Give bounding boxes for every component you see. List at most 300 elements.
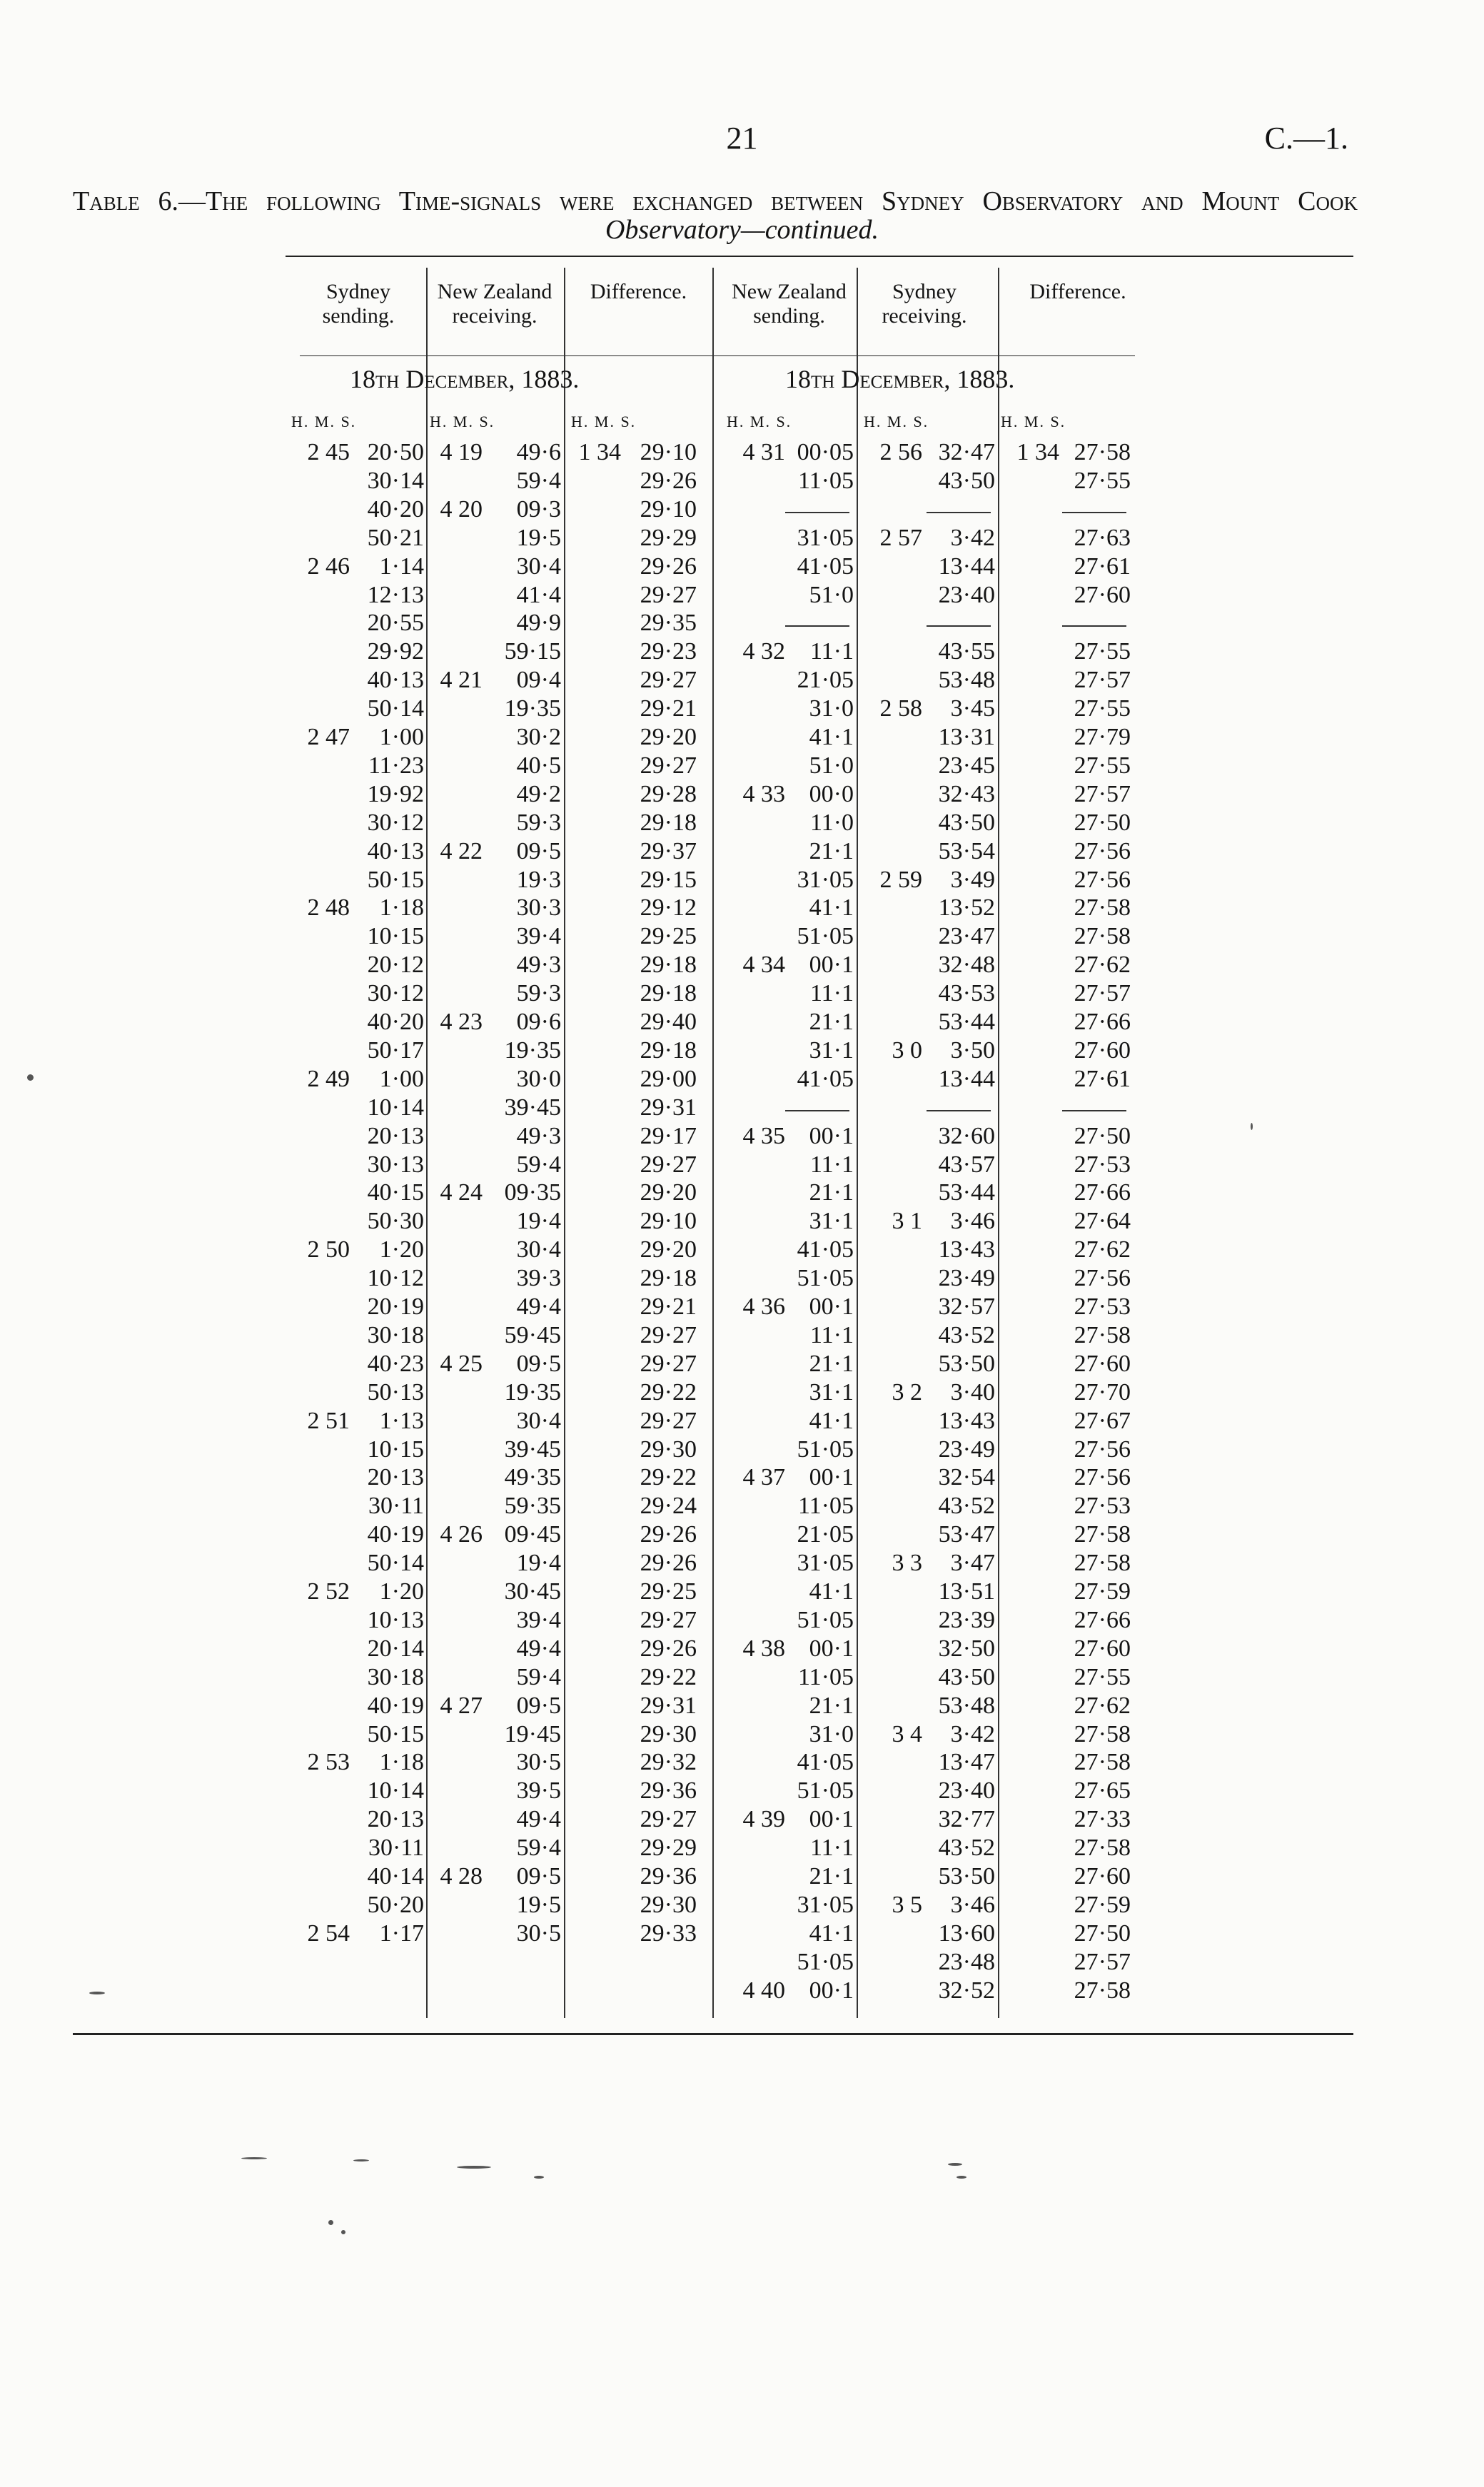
seconds-cell: 00·1	[809, 1293, 854, 1320]
seconds-cell: 30·5	[516, 1920, 561, 1947]
column-header: Difference.	[590, 280, 687, 303]
seconds-cell: 43·52	[938, 1493, 995, 1520]
seconds-cell: 59·4	[516, 1663, 561, 1690]
hour-minute-cell: 2 45	[307, 439, 350, 465]
column-header: Sydney sending.	[322, 280, 395, 328]
seconds-cell: 29·21	[640, 1293, 697, 1320]
seconds-cell: 20·12	[367, 952, 424, 979]
print-speck	[457, 2166, 491, 2169]
seconds-cell: 21·1	[809, 1009, 854, 1035]
hour-minute-cell: 4 40	[742, 1977, 785, 2004]
hour-minute-cell: 4 37	[742, 1464, 785, 1491]
seconds-cell: 29·37	[640, 837, 697, 864]
seconds-cell: 53·54	[938, 837, 995, 864]
hour-minute-cell: 3 4	[892, 1720, 922, 1747]
seconds-cell: 29·20	[640, 1179, 697, 1206]
hour-minute-cell: 2 52	[307, 1578, 350, 1605]
unit-label: H. M. S.	[727, 413, 792, 430]
row-gap-rule	[785, 1110, 849, 1111]
seconds-cell: 41·4	[516, 581, 561, 608]
seconds-cell: 40·14	[367, 1863, 424, 1890]
seconds-cell: 27·70	[1074, 1378, 1131, 1406]
seconds-cell: 30·2	[516, 724, 561, 750]
hour-minute-cell: 4 21	[440, 667, 483, 694]
seconds-cell: 27·67	[1074, 1407, 1131, 1434]
seconds-cell: 13·51	[938, 1578, 995, 1605]
seconds-cell: 00·1	[809, 1806, 854, 1833]
hour-minute-cell: 2 48	[307, 894, 350, 922]
seconds-cell: 27·58	[1074, 894, 1131, 922]
unit-label: H. M. S.	[430, 413, 495, 430]
seconds-cell: 1·13	[379, 1407, 424, 1434]
seconds-cell: 27·62	[1074, 1692, 1131, 1719]
seconds-cell: 13·47	[938, 1749, 995, 1776]
seconds-cell: 27·58	[1074, 1835, 1131, 1862]
seconds-cell: 13·60	[938, 1920, 995, 1947]
seconds-cell: 00·05	[797, 439, 854, 465]
section-date: 18th December, 1883.	[785, 365, 1015, 393]
seconds-cell: 41·05	[797, 1749, 854, 1776]
seconds-cell: 00·1	[809, 1122, 854, 1149]
row-gap-rule	[1062, 625, 1126, 627]
seconds-cell: 19·35	[504, 1036, 561, 1064]
seconds-cell: 29·00	[640, 1065, 697, 1092]
hour-minute-cell: 4 39	[742, 1806, 785, 1833]
seconds-cell: 27·56	[1074, 866, 1131, 893]
seconds-cell: 59·15	[504, 638, 561, 665]
seconds-cell: 27·58	[1074, 439, 1131, 465]
seconds-cell: 29·24	[640, 1493, 697, 1520]
seconds-cell: 3·45	[950, 695, 995, 722]
seconds-cell: 19·92	[367, 780, 424, 807]
seconds-cell: 27·63	[1074, 524, 1131, 551]
seconds-cell: 21·1	[809, 1692, 854, 1719]
seconds-cell: 29·27	[640, 1350, 697, 1377]
hour-minute-cell: 4 26	[440, 1521, 483, 1548]
seconds-cell: 43·57	[938, 1151, 995, 1178]
seconds-cell: 40·13	[367, 837, 424, 864]
seconds-cell: 27·58	[1074, 1550, 1131, 1577]
seconds-cell: 50·14	[367, 1550, 424, 1577]
seconds-cell: 23·49	[938, 1436, 995, 1463]
seconds-cell: 19·4	[516, 1208, 561, 1235]
seconds-cell: 53·44	[938, 1179, 995, 1206]
seconds-cell: 41·1	[809, 1578, 854, 1605]
header-bottom-rule	[300, 355, 1135, 356]
seconds-cell: 29·17	[640, 1122, 697, 1149]
seconds-cell: 29·18	[640, 809, 697, 836]
seconds-cell: 29·10	[640, 439, 697, 465]
row-gap-rule	[785, 625, 849, 627]
seconds-cell: 27·57	[1074, 1948, 1131, 1975]
seconds-cell: 27·55	[1074, 638, 1131, 665]
seconds-cell: 29·26	[640, 1635, 697, 1662]
column-header: Sydney receiving.	[882, 280, 967, 328]
seconds-cell: 29·30	[640, 1891, 697, 1918]
seconds-cell: 29·27	[640, 752, 697, 779]
seconds-cell: 53·44	[938, 1009, 995, 1035]
seconds-cell: 27·56	[1074, 1265, 1131, 1292]
hour-minute-cell: 3 2	[892, 1378, 922, 1406]
seconds-cell: 1·18	[379, 894, 424, 922]
seconds-cell: 1·18	[379, 1749, 424, 1776]
seconds-cell: 27·50	[1074, 1122, 1131, 1149]
seconds-cell: 29·21	[640, 695, 697, 722]
seconds-cell: 59·4	[516, 1151, 561, 1178]
hour-minute-cell: 4 24	[440, 1179, 483, 1206]
hour-minute-cell: 3 5	[892, 1891, 922, 1918]
seconds-cell: 49·4	[516, 1635, 561, 1662]
unit-label: H. M. S.	[291, 413, 357, 430]
seconds-cell: 29·30	[640, 1436, 697, 1463]
seconds-cell: 40·15	[367, 1179, 424, 1206]
seconds-cell: 29·29	[640, 1835, 697, 1862]
seconds-cell: 19·4	[516, 1550, 561, 1577]
seconds-cell: 41·1	[809, 894, 854, 922]
seconds-cell: 32·50	[938, 1635, 995, 1662]
seconds-cell: 29·22	[640, 1464, 697, 1491]
seconds-cell: 27·60	[1074, 1350, 1131, 1377]
seconds-cell: 3·46	[950, 1208, 995, 1235]
seconds-cell: 20·55	[367, 610, 424, 637]
seconds-cell: 27·60	[1074, 1635, 1131, 1662]
seconds-cell: 39·5	[516, 1777, 561, 1805]
seconds-cell: 27·60	[1074, 1863, 1131, 1890]
seconds-cell: 27·55	[1074, 467, 1131, 494]
seconds-cell: 29·10	[640, 495, 697, 523]
print-speck	[1251, 1123, 1253, 1130]
hour-minute-cell: 4 22	[440, 837, 483, 864]
table-title-continued: Observatory—continued.	[605, 215, 879, 245]
seconds-cell: 51·05	[797, 1436, 854, 1463]
seconds-cell: 27·53	[1074, 1151, 1131, 1178]
seconds-cell: 32·54	[938, 1464, 995, 1491]
seconds-cell: 30·45	[504, 1578, 561, 1605]
seconds-cell: 41·05	[797, 1236, 854, 1263]
seconds-cell: 31·0	[809, 1720, 854, 1747]
seconds-cell: 27·66	[1074, 1179, 1131, 1206]
seconds-cell: 32·60	[938, 1122, 995, 1149]
seconds-cell: 31·1	[809, 1378, 854, 1406]
seconds-cell: 29·23	[640, 638, 697, 665]
hour-minute-cell: 1 34	[578, 439, 621, 465]
seconds-cell: 50·21	[367, 524, 424, 551]
seconds-cell: 19·35	[504, 695, 561, 722]
seconds-cell: 21·1	[809, 1350, 854, 1377]
seconds-cell: 27·58	[1074, 1749, 1131, 1776]
seconds-cell: 49·4	[516, 1293, 561, 1320]
seconds-cell: 43·52	[938, 1835, 995, 1862]
seconds-cell: 30·0	[516, 1065, 561, 1092]
seconds-cell: 43·50	[938, 1663, 995, 1690]
seconds-cell: 31·1	[809, 1208, 854, 1235]
seconds-cell: 23·47	[938, 923, 995, 950]
print-speck	[241, 2157, 267, 2159]
seconds-cell: 3·42	[950, 1720, 995, 1747]
seconds-cell: 39·45	[504, 1094, 561, 1121]
hour-minute-cell: 2 50	[307, 1236, 350, 1263]
seconds-cell: 29·33	[640, 1920, 697, 1947]
seconds-cell: 3·47	[950, 1550, 995, 1577]
seconds-cell: 21·1	[809, 837, 854, 864]
hour-minute-cell: 2 53	[307, 1749, 350, 1776]
seconds-cell: 43·52	[938, 1321, 995, 1348]
section-date: 18th December, 1883.	[350, 365, 580, 393]
seconds-cell: 27·58	[1074, 923, 1131, 950]
seconds-cell: 11·05	[797, 1493, 854, 1520]
print-speck	[27, 1074, 34, 1081]
seconds-cell: 31·05	[797, 1891, 854, 1918]
seconds-cell: 30·13	[367, 1151, 424, 1178]
seconds-cell: 20·13	[367, 1122, 424, 1149]
seconds-cell: 30·4	[516, 553, 561, 580]
seconds-cell: 29·22	[640, 1378, 697, 1406]
seconds-cell: 29·26	[640, 1550, 697, 1577]
seconds-cell: 43·53	[938, 980, 995, 1007]
seconds-cell: 23·45	[938, 752, 995, 779]
seconds-cell: 40·19	[367, 1521, 424, 1548]
hour-minute-cell: 2 57	[879, 524, 922, 551]
row-gap-rule	[1062, 512, 1126, 513]
seconds-cell: 27·58	[1074, 1521, 1131, 1548]
seconds-cell: 32·43	[938, 780, 995, 807]
seconds-cell: 29·10	[640, 1208, 697, 1235]
hour-minute-cell: 4 28	[440, 1863, 483, 1890]
seconds-cell: 51·05	[797, 1777, 854, 1805]
seconds-cell: 27·61	[1074, 1065, 1131, 1092]
seconds-cell: 27·59	[1074, 1891, 1131, 1918]
seconds-cell: 27·33	[1074, 1806, 1131, 1833]
seconds-cell: 31·0	[809, 695, 854, 722]
seconds-cell: 59·3	[516, 809, 561, 836]
seconds-cell: 13·31	[938, 724, 995, 750]
seconds-cell: 40·13	[367, 667, 424, 694]
seconds-cell: 49·6	[516, 439, 561, 465]
title-text: Table 6.—The following Time-signals were exchanged between Sydney Observatory and Mount Cook	[73, 186, 1358, 216]
seconds-cell: 10·15	[367, 923, 424, 950]
seconds-cell: 13·52	[938, 894, 995, 922]
seconds-cell: 27·58	[1074, 1977, 1131, 2004]
seconds-cell: 27·62	[1074, 1236, 1131, 1263]
seconds-cell: 29·35	[640, 610, 697, 637]
hour-minute-cell: 4 23	[440, 1009, 483, 1035]
seconds-cell: 10·12	[367, 1265, 424, 1292]
seconds-cell: 23·39	[938, 1606, 995, 1633]
seconds-cell: 53·47	[938, 1521, 995, 1548]
seconds-cell: 27·55	[1074, 752, 1131, 779]
seconds-cell: 19·5	[516, 1891, 561, 1918]
seconds-cell: 39·45	[504, 1436, 561, 1463]
column-header: Difference.	[1029, 280, 1126, 303]
column-divider	[998, 268, 999, 2018]
seconds-cell: 40·5	[516, 752, 561, 779]
seconds-cell: 3·50	[950, 1036, 995, 1064]
seconds-cell: 29·25	[640, 1578, 697, 1605]
seconds-cell: 27·58	[1074, 1720, 1131, 1747]
seconds-cell: 11·1	[809, 638, 854, 665]
seconds-cell: 50·13	[367, 1378, 424, 1406]
seconds-cell: 1·00	[379, 724, 424, 750]
seconds-cell: 29·20	[640, 724, 697, 750]
seconds-cell: 51·05	[797, 923, 854, 950]
seconds-cell: 50·14	[367, 695, 424, 722]
seconds-cell: 00·1	[809, 952, 854, 979]
hour-minute-cell: 4 27	[440, 1692, 483, 1719]
seconds-cell: 39·4	[516, 1606, 561, 1633]
seconds-cell: 1·00	[379, 1065, 424, 1092]
hour-minute-cell: 4 20	[440, 495, 483, 523]
seconds-cell: 10·14	[367, 1777, 424, 1805]
seconds-cell: 50·15	[367, 866, 424, 893]
hour-minute-cell: 4 31	[742, 439, 785, 465]
hour-minute-cell: 4 33	[742, 780, 785, 807]
seconds-cell: 49·3	[516, 952, 561, 979]
seconds-cell: 29·27	[640, 1321, 697, 1348]
seconds-cell: 29·32	[640, 1749, 697, 1776]
seconds-cell: 27·66	[1074, 1009, 1131, 1035]
seconds-cell: 30·14	[367, 467, 424, 494]
seconds-cell: 27·56	[1074, 837, 1131, 864]
seconds-cell: 09·45	[504, 1521, 561, 1548]
seconds-cell: 51·05	[797, 1265, 854, 1292]
seconds-cell: 51·0	[809, 752, 854, 779]
seconds-cell: 00·0	[809, 780, 854, 807]
seconds-cell: 27·60	[1074, 1036, 1131, 1064]
seconds-cell: 09·5	[516, 837, 561, 864]
column-header: New Zealand sending.	[732, 280, 847, 328]
seconds-cell: 27·56	[1074, 1436, 1131, 1463]
hour-minute-cell: 2 49	[307, 1065, 350, 1092]
seconds-cell: 29·28	[640, 780, 697, 807]
seconds-cell: 59·3	[516, 980, 561, 1007]
seconds-cell: 27·53	[1074, 1293, 1131, 1320]
seconds-cell: 49·9	[516, 610, 561, 637]
seconds-cell: 27·61	[1074, 553, 1131, 580]
table-title	[73, 186, 1358, 217]
seconds-cell: 13·43	[938, 1407, 995, 1434]
seconds-cell: 29·36	[640, 1777, 697, 1805]
seconds-cell: 09·3	[516, 495, 561, 523]
seconds-cell: 23·40	[938, 581, 995, 608]
seconds-cell: 29·27	[640, 1806, 697, 1833]
seconds-cell: 29·20	[640, 1236, 697, 1263]
seconds-cell: 29·36	[640, 1863, 697, 1890]
seconds-cell: 31·05	[797, 866, 854, 893]
seconds-cell: 40·20	[367, 495, 424, 523]
seconds-cell: 21·05	[797, 667, 854, 694]
seconds-cell: 30·3	[516, 894, 561, 922]
seconds-cell: 59·35	[504, 1493, 561, 1520]
print-speck	[89, 1992, 105, 1994]
seconds-cell: 29·26	[640, 1521, 697, 1548]
document-reference: C.—1.	[1264, 121, 1348, 156]
seconds-cell: 27·60	[1074, 581, 1131, 608]
seconds-cell: 30·12	[367, 980, 424, 1007]
seconds-cell: 49·3	[516, 1122, 561, 1149]
seconds-cell: 12·13	[367, 581, 424, 608]
seconds-cell: 31·05	[797, 524, 854, 551]
row-gap-rule	[785, 512, 849, 513]
hour-minute-cell: 3 3	[892, 1550, 922, 1577]
seconds-cell: 30·4	[516, 1407, 561, 1434]
hour-minute-cell: 4 35	[742, 1122, 785, 1149]
seconds-cell: 40·23	[367, 1350, 424, 1377]
seconds-cell: 13·44	[938, 553, 995, 580]
seconds-cell: 11·05	[797, 467, 854, 494]
seconds-cell: 29·31	[640, 1094, 697, 1121]
hour-minute-cell: 4 36	[742, 1293, 785, 1320]
seconds-cell: 11·05	[797, 1663, 854, 1690]
seconds-cell: 29·12	[640, 894, 697, 922]
hour-minute-cell: 3 1	[892, 1208, 922, 1235]
seconds-cell: 29·29	[640, 524, 697, 551]
seconds-cell: 13·44	[938, 1065, 995, 1092]
seconds-cell: 32·47	[938, 439, 995, 465]
seconds-cell: 29·27	[640, 667, 697, 694]
seconds-cell: 13·43	[938, 1236, 995, 1263]
seconds-cell: 30·5	[516, 1749, 561, 1776]
print-speck	[534, 2176, 544, 2179]
seconds-cell: 29·26	[640, 553, 697, 580]
hour-minute-cell: 2 51	[307, 1407, 350, 1434]
seconds-cell: 27·62	[1074, 952, 1131, 979]
seconds-cell: 20·19	[367, 1293, 424, 1320]
seconds-cell: 59·4	[516, 467, 561, 494]
seconds-cell: 29·31	[640, 1692, 697, 1719]
hour-minute-cell: 2 47	[307, 724, 350, 750]
seconds-cell: 50·30	[367, 1208, 424, 1235]
seconds-cell: 43·50	[938, 467, 995, 494]
hour-minute-cell: 4 34	[742, 952, 785, 979]
seconds-cell: 09·35	[504, 1179, 561, 1206]
seconds-cell: 32·48	[938, 952, 995, 979]
hour-minute-cell: 1 34	[1016, 439, 1059, 465]
column-divider	[564, 268, 565, 2018]
seconds-cell: 29·22	[640, 1663, 697, 1690]
unit-label: H. M. S.	[571, 413, 637, 430]
seconds-cell: 51·05	[797, 1606, 854, 1633]
seconds-cell: 59·45	[504, 1321, 561, 1348]
table-center-divider	[712, 268, 714, 2018]
seconds-cell: 11·0	[809, 809, 854, 836]
seconds-cell: 20·13	[367, 1806, 424, 1833]
seconds-cell: 23·40	[938, 1777, 995, 1805]
seconds-cell: 50·20	[367, 1891, 424, 1918]
table-bottom-rule	[73, 2033, 1353, 2035]
seconds-cell: 31·1	[809, 1036, 854, 1064]
seconds-cell: 39·3	[516, 1265, 561, 1292]
column-divider	[426, 268, 428, 2018]
seconds-cell: 29·92	[367, 638, 424, 665]
seconds-cell: 11·1	[809, 1151, 854, 1178]
seconds-cell: 53·50	[938, 1863, 995, 1890]
seconds-cell: 59·4	[516, 1835, 561, 1862]
seconds-cell: 23·49	[938, 1265, 995, 1292]
seconds-cell: 27·55	[1074, 1663, 1131, 1690]
seconds-cell: 29·27	[640, 1407, 697, 1434]
seconds-cell: 32·52	[938, 1977, 995, 2004]
seconds-cell: 30·4	[516, 1236, 561, 1263]
seconds-cell: 29·18	[640, 980, 697, 1007]
seconds-cell: 11·1	[809, 1835, 854, 1862]
seconds-cell: 09·5	[516, 1692, 561, 1719]
seconds-cell: 29·18	[640, 1265, 697, 1292]
print-speck	[341, 2230, 345, 2234]
seconds-cell: 09·4	[516, 667, 561, 694]
seconds-cell: 19·5	[516, 524, 561, 551]
seconds-cell: 29·15	[640, 866, 697, 893]
print-speck	[353, 2159, 369, 2161]
